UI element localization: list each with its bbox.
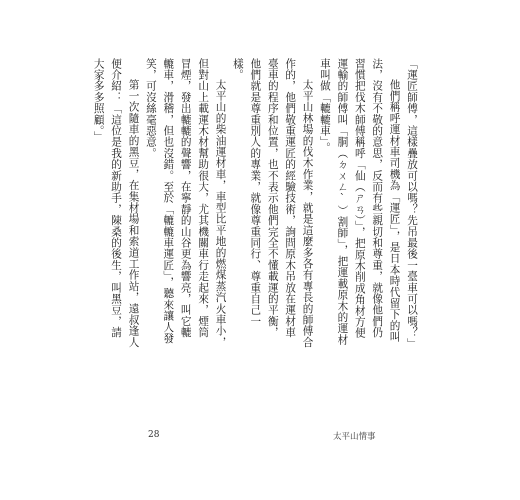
paragraph-yunjiang-term: 他們稱呼運材車司機為「運匠」，是日本時代留下的叫法，沒有不敬的意思，反而有些親切和尊重，就像他們仍習慣把伐木師傅稱呼「仙（ㄕㄢ）」，把原木削成角材方便運輸的師傅叫「胴（ㄉㄨㄥˋ）割師」，把運載原木的運材車叫做「轆轆車」。 bbox=[318, 58, 401, 346]
page-number: 28 bbox=[148, 430, 160, 440]
paragraph-diesel-train: 太平山的柴油運材車，車型比平地的燃煤蒸汽火車小，但對山上載運木材幫助很大，尤其機關車行走起來，煙筒冒煙，發出轆轆的聲響，在寧靜的山谷更為響亮，叫它轆轆車，滑稽，但也沒錯。至於「轆轆車運匠」，聽來讓人發笑，可沒絲毫惡意。 bbox=[144, 58, 227, 348]
paragraph-logging-cooperation: 太平山林場的伐木作業，就是這麼多各有專長的師傅合作的，他們敬重運匠的經驗技術，詢問原木吊放在運材車臺車的程序和位置，也不表示他們完全不懂載運的平衡，他們就是尊重別人的專業，就像尊重同行、尊重自己一樣。 bbox=[231, 58, 314, 348]
body-text bbox=[92, 58, 420, 350]
running-footer-title: 太平山情事 bbox=[333, 432, 376, 442]
paragraph-dialogue-question: 「運匠師傅，這樣疊放可以嗎？先吊最後一臺車可以嗎？」 bbox=[406, 58, 418, 350]
paragraph-heidou-intro: 第一次隨車的黑豆，在集材場和索道工作站，遠叔逢人便介紹：「這位是我的新助手，陳桑的後生，叫黑豆，請大家多多照顧。」 bbox=[92, 58, 140, 348]
